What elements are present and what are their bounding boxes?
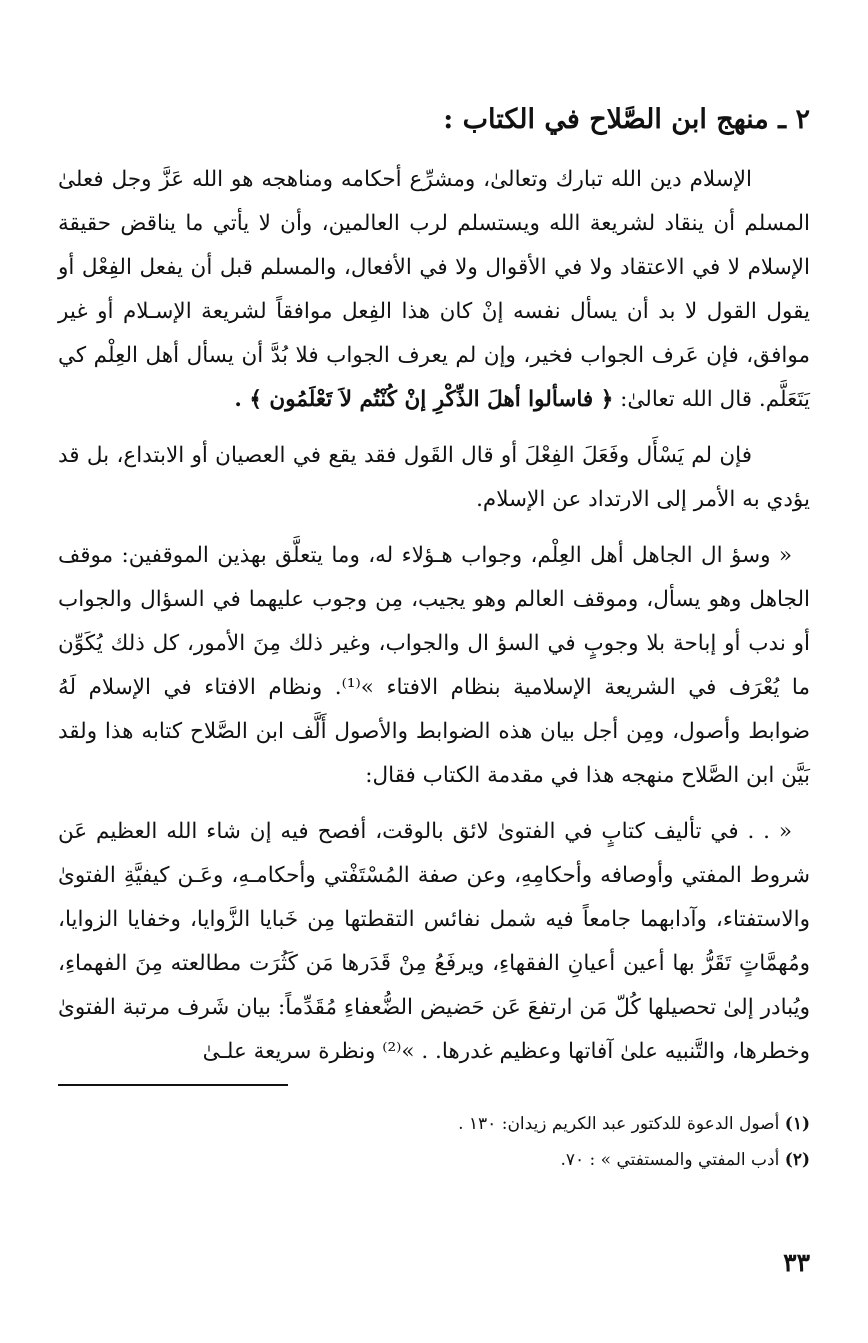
paragraph-ibn-salah-quote: « . . في تأليف كتابٍ في الفتوىٰ لائق بالوقت، أفصح فيه إن شاء الله العظيم عَن شروط المفتي وأوصافه وأحكامِهِ، وعن صفة المُسْتَفْتي وأحكامـهِ، وعَـن كيفيَّةِ الفتوىٰ والاستفتاء، وآدابهما جامعاً فيه شمل نفائس التقطتها مِن خَبايا الزَّوايا، وخفايا الزوايا، ومُهمَّاتٍ تَقَرُّ بها أعين أعيانِ الفقهاءِ، ويرفَعُ مِنْ قَدَرها مَن كَثُرَت مطالعته مِنَ الفهماءِ، ويُبادر إلىٰ تحصيلها كُلّ مَن ارتفعَ عَن حَضيض الضُّعفاءِ مُقَدِّماً: بيان شَرف مرتبة الفتوىٰ وخطرها، والتَّنبيه علىٰ آفاتها وعظيم غدرها. . »⁽²⁾ ونظرة سريعة علـىٰ	[58, 819, 810, 1064]
paragraph-not-asking: فإن لم يَسْأَل وفَعَلَ الفِعْلَ أو قال القَول فقد يقع في العصيان أو الابتداع، بل قد يؤدي به الأمر إلى الارتداد عن الإسلام.	[58, 443, 810, 512]
page-number: ٣٣	[783, 1248, 810, 1277]
paragraph-islam-intro	[58, 158, 810, 422]
footnote-text: أدب المفتي والمستفتي » : ٧٠.	[560, 1150, 780, 1170]
footnote-divider	[58, 1084, 288, 1086]
footnotes	[58, 1106, 810, 1178]
book-page	[58, 98, 810, 1318]
footnote-number: (١)	[784, 1114, 810, 1134]
paragraph-fatwa-system-quote: « وسؤ ال الجاهل أهل العِلْم، وجواب هـؤلاء له، وما يتعلَّق بهذين الموقفين: موقف الجاهل وهو يسأل، وموقف العالم وهو يجيب، مِن وجوب عليهما في السؤال والجواب أو ندب أو إباحة بلا وجوبٍ في السؤ ال والجواب، وغير ذلك مِنَ الأمور، كل ذلك يُكَوِّن ما يُعْرَف في الشريعة الإسلامية بنظام الافتاء »⁽¹⁾. ونظام الافتاء في الإسلام لَهُ ضوابط وأصول، ومِن أجل بيان هذه الضوابط والأصول أَلَّف ابن الصَّلاح كتابه هذا ولقد بَيَّن ابن الصَّلاح منهجه هذا في مقدمة الكتاب فقال:	[58, 543, 810, 788]
quran-verse: ﴿ فاسألوا أهلَ الذِّكْرِ إنْ كُنْتُم لاَ تَعْلَمُون ﴾ .	[234, 387, 614, 412]
footnote-1	[58, 1106, 810, 1142]
footnote-text: أصول الدعوة للدكتور عبد الكريم زيدان: ١٣٠ .	[458, 1114, 780, 1134]
footnote-number: (٢)	[784, 1150, 810, 1170]
footnote-2	[58, 1142, 810, 1178]
paragraph-text: الإسلام دين الله تبارك وتعالىٰ، ومشرِّع أحكامه ومناهجه هو الله عَزَّ وجل فعلىٰ المسلم أن ينقاد لشريعة الله ويستسلم لرب العالمين، وأن لا يأتي ما يناقض حقيقة الإسلام لا في الاعتقاد ولا في الأقوال ولا في الأفعال، والمسلم قبل أن يفعل الفِعْل أو يقول القول لا بد أن يسأل نفسه إنْ كان هذا الفِعل موافقاً لشريعة الإسـلام أو غير موافق، فإن عَرف الجواب فخير، وإن لم يعرف الجواب فلا بُدَّ أن يسأل أهل العِلْم كي يَتَعَلَّم. قال الله تعالىٰ:	[58, 167, 810, 412]
section-heading: ٢ ـ منهج ابن الصَّلاح في الكتاب :	[443, 104, 810, 135]
